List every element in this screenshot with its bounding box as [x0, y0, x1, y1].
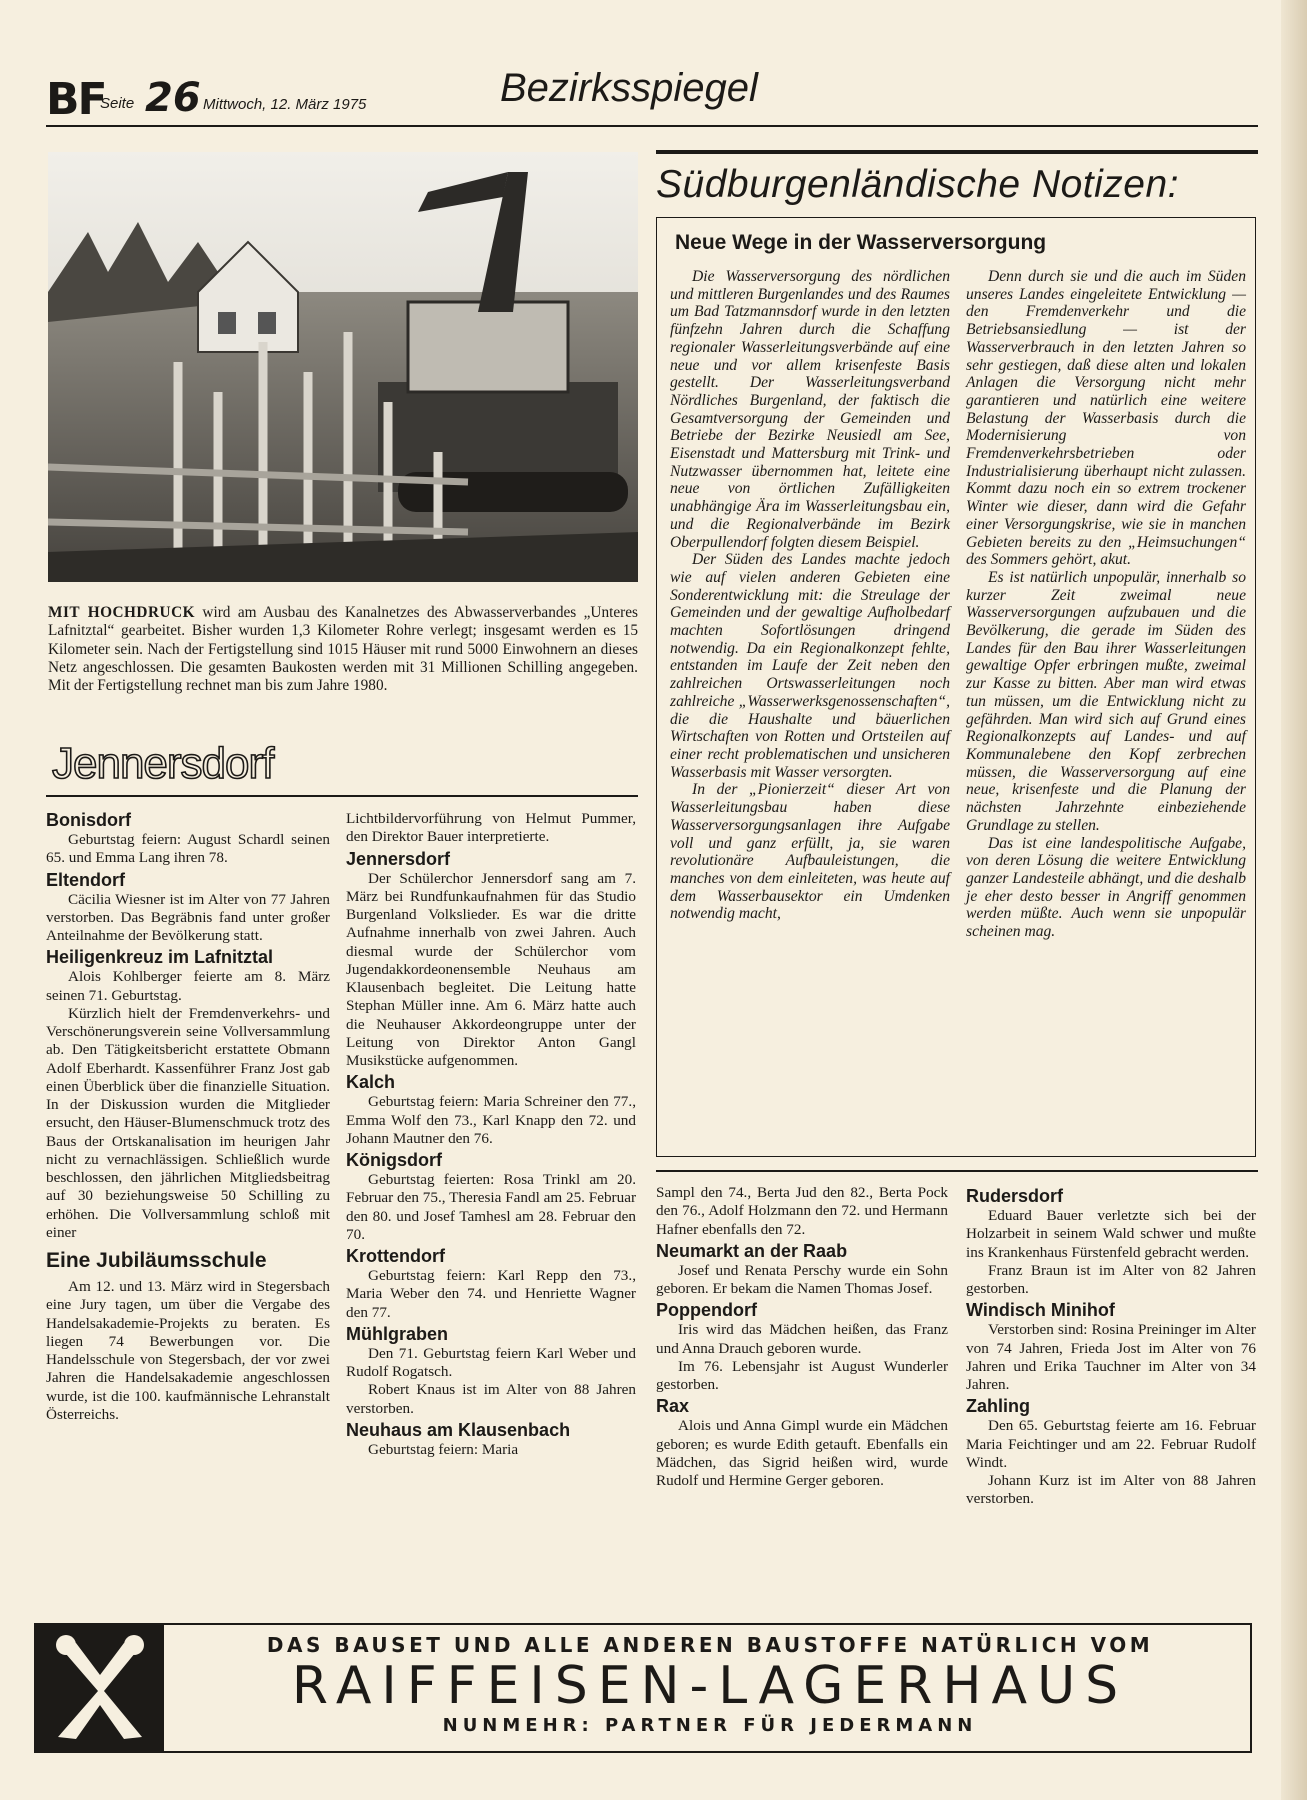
- notice-right-p2: Es ist natürlich unpopulär, innerhalb so kurzer Zeit zweimal neue Wasserversorgungen aufzubauen und die Bevölkerung, die gerade im Süden des Landes für den Bau ihrer Wasserleitungen gewaltige Opfer erbringen mußte, zweimal zur Kasse zu bitten. Aber man wird etwas tun müssen, um die Entwicklung nicht zu gefährden. Man wird sich auf Grund eines Regionalkonzepts auf Landes- und auf Kommunalebene den Kopf zerbrechen müssen, die Wasserversorgung auf eine neue, krisenfeste und die Planung der nächsten Jahrzehnte einbeziehende Grundlage zu stellen.: [966, 568, 1246, 834]
- column-3: [656, 1184, 948, 1490]
- ad-brand: RAIFFEISEN-LAGERHAUS: [291, 1656, 1129, 1716]
- notice-right-p1: Denn durch sie und die auch im Süden unseres Landes eingeleitete Entwicklung — den Fremdenverkehr und die Betriebsansiedlung — ist der Wasserverbrauch in den letzten Jahren so sehr gestiegen, daß diese alten und lokalen Anlagen die Versorgung nicht mehr garantieren und natürlich eine weitere Belastung der Wasserbasis durch die Modernisierung von Fremdenverkehrsbetrieben oder Industrialisierung überhaupt nicht zulassen. Kommt dazu noch ein so extrem trockener Winter wie dieser, dann wird die Gefahr einer Versorgungskrise, wie sie in manchen Gebieten bereits zu den „Heimsuchungen“ des Sommers gehört, akut.: [966, 268, 1246, 569]
- text-windisch-minihof: Verstorben sind: Rosina Preininger im Alter von 74 Jahren, Frieda Jost im Alter von 76 Jahren und Erika Tauchner im Alter von 34 Jahren.: [966, 1321, 1256, 1393]
- paper-edge: [1281, 0, 1307, 1800]
- heading-koenigsdorf: Königsdorf: [346, 1150, 442, 1170]
- raiffeisen-logo: [36, 1625, 164, 1751]
- caption-lead: MIT HOCHDRUCK: [48, 604, 196, 621]
- text-koenigsdorf: Geburtstag feierten: Rosa Trinkl am 20. Februar den 75., Theresia Fandl am 25. Februar den 80. und Josef Tamhesl am 28. Februar den 70.: [346, 1171, 636, 1243]
- text-heiligenkreuz-1: Alois Kohlberger feierte am 8. März seinen 71. Geburtstag.: [46, 968, 330, 1004]
- text-muehlgraben-2: Robert Knaus ist im Alter von 88 Jahren verstorben.: [346, 1381, 636, 1417]
- jennersdorf-masthead: [50, 740, 350, 786]
- heading-jennersdorf: Jennersdorf: [346, 848, 451, 869]
- notice-left-p2: Der Süden des Landes machte jedoch wie auf vielen anderen Gebieten eine Sonderentwicklung mit: die Streulage der Gemeinden und der gewaltige Aufholbedarf machten Sofortlösungen dringend notwendig. Da ein Regionalkonzept fehlte, entstanden im Laufe der Zeit neben den zahlreichen Ortswasserleitungen noch zahlreiche „Wasserwerksgenossenschaften“, die die Haushalte und bäuerlichen Wirtschaften von Rotten und Ortsteilen auf einer recht problematischen und unsicheren Wasserbasis mit Wasser versorgten.: [670, 551, 950, 781]
- construction-photo: [48, 152, 638, 582]
- heading-bonisdorf: Bonisdorf: [46, 810, 131, 830]
- heading-heiligenkreuz: Heiligenkreuz im Lafnitztal: [46, 947, 274, 968]
- heading-windisch-minihof: Windisch Minihof: [966, 1300, 1115, 1321]
- text-rudersdorf-2: Franz Braun ist im Alter von 82 Jahren gestorben.: [966, 1261, 1256, 1297]
- notice-left-p1: Die Wasserversorgung des nördlichen und mittleren Burgenlandes und des Raumes um Bad Tatzmannsdorf wurde in den letzten fünfzehn Jahren durch die Schaffung regionaler Wasserleitungsverbände auf eine neue und vor allem krisenfeste Basis gestellt. Der Wasserleitungsverband Nördliches Burgenland, der faktisch die Gesamtversorgung der Gemeinden und Betriebe der Bezirke Neusiedl am See, Eisenstadt und Mattersburg mit Trink- und Nutzwasser übernommen hat, leitete eine neue von örtlichen Zufälligkeiten unabhängige Ära im Wasserleitungsbau ein, und die Regionalverbände im Bezirk Oberpullendorf folgten diesem Beispiel.: [670, 268, 950, 551]
- text-zahling-2: Johann Kurz ist im Alter von 88 Jahren verstorben.: [966, 1472, 1256, 1508]
- heading-krottendorf: Krottendorf: [346, 1246, 445, 1266]
- heading-rudersdorf: Rudersdorf: [966, 1186, 1064, 1206]
- heading-poppendorf: Poppendorf: [656, 1300, 757, 1321]
- ad-slogan: NUNMEHR: PARTNER FÜR JEDERMANN: [442, 1715, 978, 1736]
- header-rule: [46, 125, 1258, 127]
- heading-zahling: Zahling: [966, 1396, 1030, 1417]
- text-bonisdorf: Geburtstag feiern: August Schardl seinen 65. und Emma Lang ihren 78.: [46, 831, 330, 867]
- jennersdorf-rule: [46, 795, 638, 797]
- page-number: 26: [145, 75, 201, 121]
- text-neuhaus: Geburtstag feiern: Maria: [368, 1440, 519, 1458]
- crossed-horses-icon: [36, 1625, 164, 1751]
- text-eltendorf: Cäcilia Wiesner ist im Alter von 77 Jahren verstorben. Das Begräbnis fand unter großer Anteilnahme der Bevölkerung statt.: [46, 890, 330, 944]
- text-jubilaeumsschule: Am 12. und 13. März wird in Stegersbach eine Jury tagen, um über die Vergabe des Handelsakademie-Projekts zu beraten. Es liegen 74 Bewerbungen vor. Die Handelsschule von Stegersbach, der vor zwei Jahren die Handelsakademie angeschlossen wurde, ist die 100. kaufmännische Lehranstalt Österreichs.: [46, 1278, 330, 1423]
- notice-left-p3: In der „Pionierzeit“ dieser Art von Wasserleitungsbau haben diese Wasserversorgungsanlagen ihre Aufgabe voll und ganz erfüllt, ja, sie waren revolutionäre Aufbauleistungen, die manches von dem einleiteten, was heute auf dem Wasserbausektor ein Umdenken notwendig macht,: [670, 781, 950, 923]
- ad-tagline: DAS BAUSET UND ALLE ANDEREN BAUSTOFFE NATÜRLICH VOM: [266, 1633, 1154, 1657]
- caption-text: wird am Ausbau des Kanalnetzes des Abwasserverbandes „Unteres Lafnitztal“ gearbeitet. Bisher wurden 1,3 Kilometer Rohre verlegt; insgesamt werden es 15 Kilometer sein. Nach der Fertigstellung sind 1015 Häuser mit rund 5000 Einwohnern an dieses Netz angeschlossen. Die gesamten Baukosten werden mit 31 Millionen Schilling angegeben. Mit der Fertigstellung rechnet man bis zum Jahre 1980.: [48, 604, 638, 695]
- heading-muehlgraben: Mühlgraben: [346, 1323, 448, 1344]
- photo-caption: [48, 604, 638, 695]
- notice-right-p3: Das ist eine landespolitische Aufgabe, von deren Lösung die weitere Entwicklung ganzer Landesteile abhängt, und die deshalb je eher desto besser in Angriff genommen werden müßte. Auch wenn sie unpopulär scheinen mag.: [966, 834, 1246, 941]
- heading-eltendorf: Eltendorf: [46, 869, 125, 890]
- column-1: [46, 808, 330, 1424]
- lower-right-rule: [656, 1170, 1258, 1172]
- text-neumarkt: Josef und Renata Perschy wurde ein Sohn geboren. Er bekam die Namen Thomas Josef.: [656, 1261, 948, 1297]
- text-zahling-1: Den 65. Geburtstag feierte am 16. Februar Maria Feichtinger und am 22. Februar Rudolf Windt.: [966, 1417, 1256, 1471]
- heading-kalch: Kalch: [346, 1072, 396, 1093]
- notice-column-right: [966, 268, 1246, 941]
- heading-jubilaeumsschule: Eine Jubiläumsschule: [46, 1249, 267, 1272]
- page-label: Seite: [100, 95, 135, 112]
- text-jennersdorf: Der Schülerchor Jennersdorf sang am 7. März bei Rundfunkaufnahmen für das Studio Burgenland Volkslieder. Es war die dritte Aufnahme innerhalb von zwei Jahren. Auch diesmal wurde der Schülerchor vom Jugendakkordeonensemble Neuhaus am Klausenbach begleitet. Die Leitung hatte Stephan Müller inne. Am 6. März hatte auch die Neuhauser Akkordeongruppe unter der Leitung von Direktor Anton Gangl Musikstücke aufgenommen.: [346, 869, 636, 1069]
- text-rudersdorf-1: Eduard Bauer verletzte sich bei der Holzarbeit in seinem Wald schwer und mußte ins Krankenhaus Fürstenfeld gebracht werden.: [966, 1207, 1256, 1261]
- text-muehlgraben-1: Den 71. Geburtstag feiern Karl Weber und Rudolf Rogatsch.: [346, 1344, 636, 1380]
- text-poppendorf-1: Iris wird das Mädchen heißen, das Franz und Anna Drauch geboren wurde.: [656, 1321, 948, 1357]
- notice-column-left: [670, 268, 950, 923]
- notizen-header: Südburgenländische Notizen:: [656, 163, 1180, 206]
- heading-neumarkt: Neumarkt an der Raab: [656, 1240, 848, 1261]
- text-kalch: Geburtstag feiern: Maria Schreiner den 77., Emma Wolf den 73., Karl Knapp den 72. und Johann Mautner den 76.: [346, 1093, 636, 1147]
- text-rax: Alois und Anna Gimpl wurde ein Mädchen geboren; es wurde Edith getauft. Ebenfalls ein Mädchen, das Sigrid heißen wird, wurde Rudolf und Hermine Gerger geboren.: [656, 1417, 948, 1489]
- issue-date: Mittwoch, 12. März 1975: [203, 96, 367, 113]
- text-poppendorf-2: Im 76. Lebensjahr ist August Wunderler gestorben.: [656, 1357, 948, 1393]
- jennersdorf-masthead-text: Jennersdorf: [52, 740, 274, 786]
- text-continued-2: Sampl den 74., Berta Jud den 82., Berta Pock den 76., Adolf Holzmann den 72. und Hermann Hafner ebenfalls den 72.: [656, 1184, 948, 1238]
- column-4: [966, 1184, 1256, 1509]
- text-continued: Lichtbildervorführung von Helmut Pummer, den Direktor Bauer interpretierte.: [346, 810, 636, 846]
- section-title: Bezirksspiegel: [500, 66, 758, 110]
- text-krottendorf: Geburtstag feiern: Karl Repp den 73., Maria Weber den 74. und Henriette Wagner den 77.: [346, 1267, 636, 1321]
- text-heiligenkreuz-2: Kürzlich hielt der Fremdenverkehrs- und Verschönerungsverein seine Vollversammlung ab. Den Tätigkeitsbericht erstattete Obmann Adolf Eberhardt. Kassenführer Franz Jost gab einen Überblick über die finanzielle Situation. In der Diskussion wurden die Mitglieder ersucht, den Häuser-Blumenschmuck trotz des Baus der Ortskanalisation im heurigen Jahr nicht zu vernachlässigen. Schließlich wurde beschlossen, den jährlichen Mitgliedsbeitrag auf 30 beziehungsweise 50 Schilling zu erhöhen. Die Vollversammlung schloß mit einer: [46, 1004, 330, 1241]
- notizen-top-rule: [656, 150, 1258, 154]
- paper-logo: BF: [46, 74, 106, 125]
- heading-neuhaus: Neuhaus am Klausenbach: [346, 1419, 571, 1440]
- notice-title: Neue Wege in der Wasserversorgung: [675, 231, 1047, 254]
- heading-rax: Rax: [656, 1396, 690, 1417]
- column-2: [346, 810, 636, 1459]
